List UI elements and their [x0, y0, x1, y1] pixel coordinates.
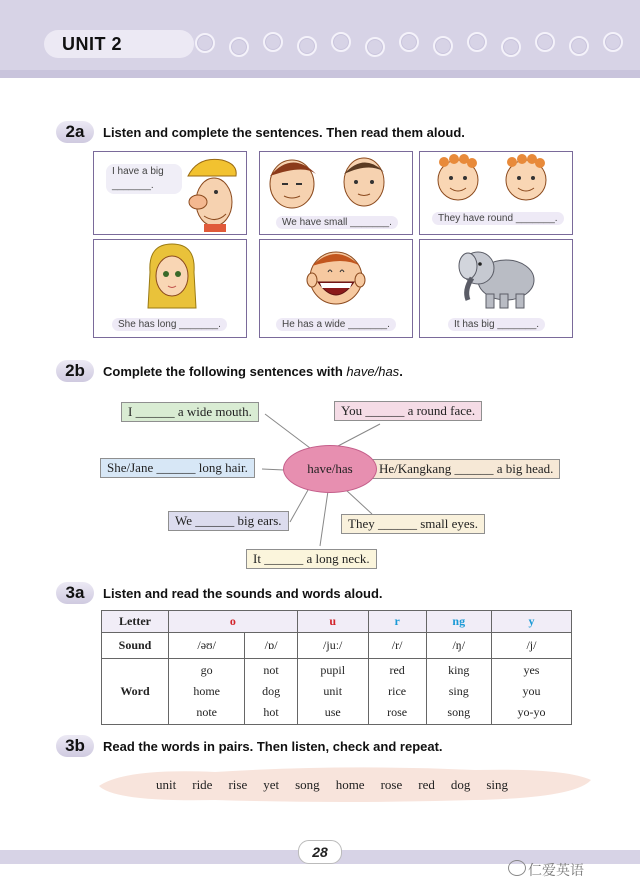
header-band-edge — [0, 70, 640, 78]
picture-long-hair — [93, 239, 247, 338]
caption-1: I have a big _______. — [106, 164, 182, 194]
sound-3: /juː/ — [297, 633, 368, 659]
letter-u: u — [297, 611, 368, 633]
letter-r: r — [368, 611, 426, 633]
round-faces-icon — [428, 154, 568, 204]
word: sing — [448, 684, 469, 698]
pair-word: yet — [263, 777, 280, 792]
caption-6: It has big _______. — [448, 318, 545, 331]
page-number: 28 — [298, 840, 342, 864]
wechat-icon — [508, 860, 526, 876]
mind-map-box-it: It ______ a long neck. — [246, 549, 377, 569]
word: hot — [263, 705, 279, 719]
picture-small-eyes — [259, 151, 413, 235]
words-col-5 — [426, 659, 491, 725]
pair-word: rose — [380, 777, 403, 792]
decorative-rings — [195, 30, 625, 56]
mind-map-box-i: I ______ a wide mouth. — [121, 402, 259, 422]
words-col-6 — [491, 659, 571, 725]
sound-6: /j/ — [491, 633, 571, 659]
caption-5: He has a wide _______. — [276, 318, 396, 331]
mind-map-box-we: We ______ big ears. — [168, 511, 289, 531]
section-3b-instruction: Read the words in pairs. Then listen, check and repeat. — [103, 739, 443, 754]
pair-word: red — [418, 777, 435, 792]
section-2b-instruction: Complete the following sentences with have/has. — [103, 364, 403, 379]
two-boys-icon — [264, 154, 410, 212]
row-label-sound: Sound — [102, 633, 169, 659]
word-row — [102, 659, 572, 725]
section-badge-2b: 2b — [56, 360, 94, 382]
caption-3: They have round _______. — [432, 212, 564, 225]
sound-table — [101, 610, 572, 725]
word: you — [522, 684, 541, 698]
sound-1: /əʊ/ — [169, 633, 245, 659]
mind-map-box-he-kangkang: He/Kangkang ______ a big head. — [372, 459, 560, 479]
row-label-letter: Letter — [102, 611, 169, 633]
word: unit — [323, 684, 343, 698]
sound-2: /ɒ/ — [245, 633, 297, 659]
laughing-boy-icon — [304, 244, 368, 308]
section-badge-3b: 3b — [56, 735, 94, 757]
elephant-icon — [456, 246, 540, 310]
word: rose — [387, 705, 408, 719]
word: go — [200, 663, 213, 677]
words-col-1 — [169, 659, 245, 725]
pair-word: ride — [192, 777, 213, 792]
pair-word: sing — [486, 777, 509, 792]
picture-round-faces — [419, 151, 573, 235]
mind-map-box-they: They ______ small eyes. — [341, 514, 485, 534]
word: not — [263, 663, 279, 677]
word: dog — [262, 684, 281, 698]
word-pairs-row — [156, 777, 508, 793]
word: use — [324, 705, 341, 719]
sound-4: /r/ — [368, 633, 426, 659]
row-label-word: Word — [102, 659, 169, 725]
caption-4: She has long _______. — [112, 318, 227, 331]
word: song — [447, 705, 471, 719]
word: king — [448, 663, 470, 677]
sound-5: /ŋ/ — [426, 633, 491, 659]
word: red — [389, 663, 405, 677]
section-badge-3a: 3a — [56, 582, 94, 604]
picture-big-ears — [419, 239, 573, 338]
mind-map-box-she-jane: She/Jane ______ long hair. — [100, 458, 255, 478]
word: yes — [523, 663, 540, 677]
girl-icon — [144, 242, 200, 310]
letter-o: o — [169, 611, 298, 633]
letter-ng: ng — [426, 611, 491, 633]
letter-y: y — [491, 611, 571, 633]
words-col-2 — [245, 659, 297, 725]
watermark: 仁爱英语 — [528, 862, 584, 878]
section-3a-instruction: Listen and read the sounds and words aloud. — [103, 586, 383, 601]
words-col-4 — [368, 659, 426, 725]
unit-title: UNIT 2 — [62, 34, 123, 54]
pair-word: rise — [228, 777, 248, 792]
section-badge-2a: 2a — [56, 121, 94, 143]
mind-map-box-you: You ______ a round face. — [334, 401, 482, 421]
picture-big-nose — [93, 151, 247, 235]
pair-word: song — [295, 777, 320, 792]
picture-wide-mouth — [259, 239, 413, 338]
words-col-3 — [297, 659, 368, 725]
pair-word: home — [335, 777, 365, 792]
word: pupil — [320, 663, 346, 677]
letter-row — [102, 611, 572, 633]
pair-word: unit — [156, 777, 177, 792]
word: note — [196, 705, 218, 719]
word: yo-yo — [517, 705, 546, 719]
sound-row — [102, 633, 572, 659]
pair-word: dog — [450, 777, 471, 792]
man-with-hat-icon — [178, 154, 242, 232]
word: home — [193, 684, 221, 698]
caption-2: We have small _______. — [276, 216, 398, 229]
section-2a-instruction: Listen and complete the sentences. Then read them aloud. — [103, 125, 465, 140]
mind-map-hub: have/has — [283, 445, 377, 493]
word: rice — [388, 684, 407, 698]
